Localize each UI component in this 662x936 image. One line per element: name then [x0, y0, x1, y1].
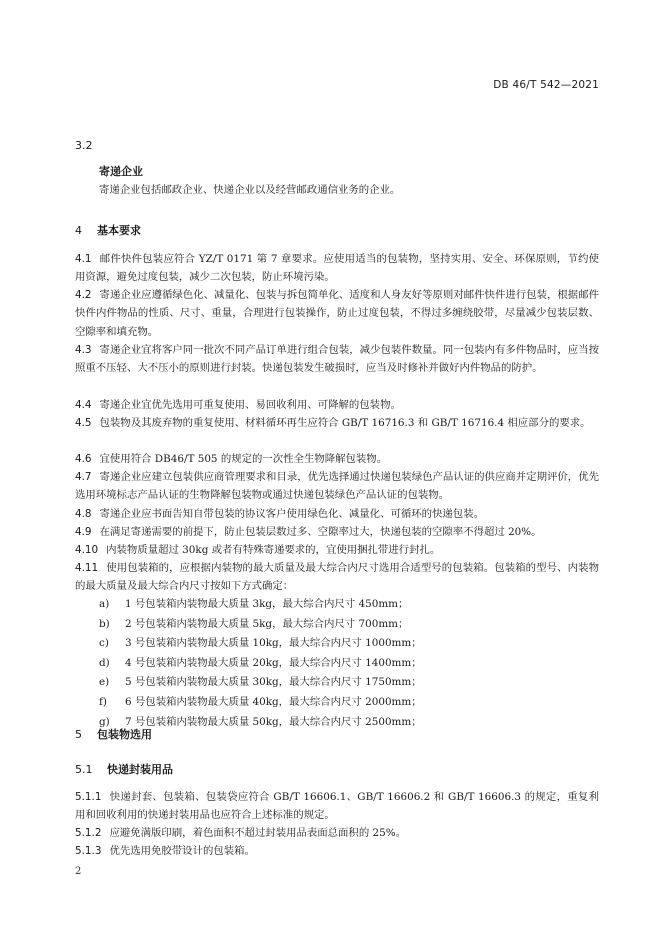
- list-item-label: e): [99, 676, 110, 689]
- clause-number-3-2: 3.2: [75, 139, 93, 152]
- subsection-heading-5-1: [75, 761, 173, 777]
- list-item-text: 5 号包装箱内装物最大质量 30kg，最大综合内尺寸 1750mm；: [125, 676, 422, 689]
- section-heading-4: [75, 222, 141, 238]
- list-item-label: c): [99, 637, 109, 650]
- list-item-label: a): [99, 598, 110, 610]
- clause-text: 寄递企业应书面告知自带包装的协议客户使用绿色化、减量化、可循环的快递包装。: [99, 508, 484, 520]
- list-item-text: 4 号包装箱内装物最大质量 20kg，最大综合内尺寸 1400mm；: [125, 656, 422, 669]
- document-code: DB 46/T 542—2021: [493, 79, 599, 91]
- section-number: 4: [75, 224, 82, 237]
- clause-text: 寄递企业应遵循绿色化、减量化、包装与拆包简单化、适度和人身友好等原则对邮件快件进行包装，根据邮件快件内件物品的性质、尺寸、重量，合理进行包装操作，防止过度包装，不得过多缠绕胶带，尽量减少包装层数、空隙率和填充物。: [75, 289, 599, 338]
- clause-number: 5.1.2: [75, 827, 102, 839]
- clause-number: 5.1.3: [75, 845, 102, 857]
- clause-text: 优先选用免胶带设计的包装箱。: [109, 845, 255, 857]
- list-item-text: 3 号包装箱内装物最大质量 10kg，最大综合内尺寸 1000mm；: [125, 637, 422, 650]
- clause-number: 5.1.1: [75, 791, 102, 803]
- clause-5-1-1: [75, 788, 599, 825]
- list-item: [99, 654, 422, 674]
- list-item-text: 2 号包装箱内装物最大质量 5kg，最大综合内尺寸 700mm；: [125, 617, 409, 630]
- clause-number: 4.5: [75, 417, 92, 429]
- list-item: [99, 595, 422, 615]
- clause-4-6: [75, 450, 599, 468]
- list-item: [99, 693, 422, 713]
- clause-text: 邮件快件包装应符合 YZ/T 0171 第 7 章要求。应使用适当的包装物，坚持实用、安全、环保原则，节约使用资源，避免过度包装，减少二次包装，防止环境污染。: [75, 253, 599, 284]
- list-item-text: 6 号包装箱内装物最大质量 40kg，最大综合内尺寸 2000mm；: [125, 695, 422, 708]
- clause-text: 寄递企业宜优先选用可重复使用、易回收利用、可降解的包装物。: [99, 399, 401, 411]
- subsection-title: 快递封装用品: [107, 763, 173, 776]
- clause-text: 寄递企业应建立包装供应商管理要求和目录，优先选择通过快递包装绿色产品认证的供应商并定期评价，优先选用环境标志产品认证的生物降解包装物或通过快递包装绿色产品认证的包装物。: [75, 471, 599, 502]
- clause-4-5: [75, 414, 599, 432]
- clause-4-8: [75, 505, 599, 523]
- clause-text: 快递封套、包装箱、包装袋应符合 GB/T 16606.1、GB/T 16606.2 和 GB/T 16606.3 的规定，重复利用和回收利用的快递封装用品也应符合上述标准的规定。: [75, 791, 599, 822]
- clause-5-1-3: [75, 842, 599, 860]
- clause-number: 4.2: [75, 289, 92, 301]
- clause-4-3: [75, 341, 599, 378]
- clause-4-2: [75, 286, 599, 341]
- clause-number: 4.4: [75, 399, 92, 411]
- clause-4-1: [75, 250, 599, 287]
- clause-number: 4.10: [75, 544, 99, 556]
- clause-text: 应避免满版印刷，着色面积不超过封装用品表面总面积的 25%。: [109, 827, 407, 839]
- clause-text: 使用包装箱的，应根据内装物的最大质量及最大综合内尺寸选用合适型号的包装箱。包装箱的型号、内装物的最大质量及最大综合内尺寸按如下方式确定：: [75, 562, 599, 593]
- clause-4-7: [75, 468, 599, 505]
- clause-number: 4.9: [75, 526, 92, 538]
- box-size-list: [99, 595, 422, 732]
- term-definition: 寄递企业包括邮政企业、快递企业以及经营邮政通信业务的企业。: [99, 184, 401, 196]
- clause-4-4: [75, 396, 599, 414]
- list-item: [99, 673, 422, 693]
- list-item-label: d): [99, 656, 110, 669]
- list-item-label: g): [99, 715, 110, 728]
- subsection-number: 5.1: [75, 763, 93, 776]
- clause-4-9: [75, 523, 599, 541]
- term-title: 寄递企业: [99, 165, 143, 178]
- clause-4-10: [75, 541, 599, 559]
- clause-text: 在满足寄递需要的前提下，防止包装层数过多、空隙率过大，快递包装的空隙率不得超过 20%。: [99, 526, 542, 538]
- list-item-label: f): [99, 695, 107, 708]
- section-heading-5: [75, 726, 152, 742]
- list-item: [99, 634, 422, 654]
- section-title: 包装物选用: [97, 728, 152, 741]
- clause-number: 4.6: [75, 453, 92, 465]
- clause-number: 4.1: [75, 253, 92, 265]
- clause-number: 4.8: [75, 508, 92, 520]
- section-title: 基本要求: [97, 224, 141, 237]
- clause-text: 寄递企业宜将客户同一批次不同产品订单进行组合包装，减少包装件数量。同一包装内有多件物品时，应当按照重不压轻、大不压小的原则进行封装。快递包装发生破损时，应当及时修补并做好内件物品的防护。: [75, 344, 599, 375]
- clause-text: 宜使用符合 DB46/T 505 的规定的一次性全生物降解包装物。: [99, 453, 388, 465]
- clause-number: 4.3: [75, 344, 92, 356]
- clause-number: 4.11: [75, 562, 99, 574]
- list-item-label: b): [99, 617, 110, 630]
- clause-text: 包装物及其废弃物的重复使用、材料循环再生应符合 GB/T 16716.3 和 GB/T 16716.4 相应部分的要求。: [99, 417, 591, 429]
- clause-text: 内装物质量超过 30kg 或者有特殊寄递要求的，宜使用捆扎带进行封扎。: [106, 544, 441, 556]
- list-item-text: 1 号包装箱内装物最大质量 3kg，最大综合内尺寸 450mm；: [125, 598, 409, 610]
- section-number: 5: [75, 728, 82, 741]
- list-item: [99, 615, 422, 635]
- clause-5-1-2: [75, 824, 599, 842]
- clause-4-11: [75, 559, 599, 596]
- list-item-text: 7 号包装箱内装物最大质量 50kg，最大综合内尺寸 2500mm；: [125, 715, 422, 728]
- page-number: 2: [75, 866, 82, 877]
- clause-number: 4.7: [75, 471, 92, 483]
